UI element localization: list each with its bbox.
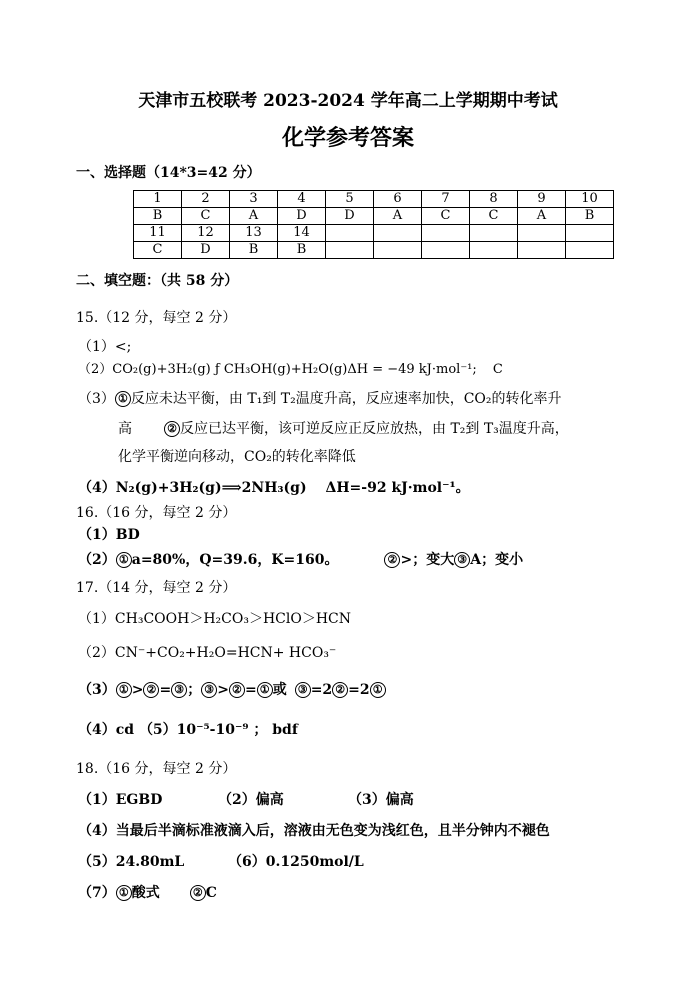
table-cell: B (134, 208, 182, 225)
q17-header: 17.（14 分，每空 2 分） (76, 580, 237, 596)
q15-a4-equation: N₂(g)+3H₂(g)⟹2NH₃(g) (115, 480, 307, 496)
table-cell: B (566, 208, 614, 225)
table-cell: 7 (422, 191, 470, 208)
q17-answer-4 (78, 719, 298, 739)
table-cell (326, 242, 374, 259)
table-cell: C (422, 208, 470, 225)
q18-answer-4: （4）当最后半滴标准液滴入后，溶液由无色变为浅红色，且半分钟内不褪色 (78, 823, 550, 839)
q17-a3-sep: = (159, 682, 172, 698)
q17-a3-sep: = (244, 682, 257, 698)
q18-answer-6: （6）0.1250mol/L (228, 854, 364, 870)
q17-answer-2 (78, 642, 336, 662)
circled-number: ① (370, 682, 386, 698)
q15-a2-equation: CO₂(g)+3H₂(g) ƒ CH₃OH(g)+H₂O(g)ΔH = −49 kJ·mol⁻¹; (112, 362, 477, 377)
q15-a2-answer: C (492, 362, 503, 377)
table-cell: 13 (230, 225, 278, 242)
q17-answer-1 (78, 608, 351, 628)
q17-a3-sep: ； (187, 682, 202, 698)
circled-number: ② (190, 885, 206, 901)
table-cell: A (518, 208, 566, 225)
table-cell: 10 (566, 191, 614, 208)
table-cell (374, 225, 422, 242)
q15-a3-text-1: 反应未达平衡，由 T₁到 T₂温度升高，反应速率加快，CO₂的转化率升 (130, 391, 562, 407)
q15-a4-enthalpy: ΔH=-92 kJ·mol⁻¹。 (325, 480, 470, 496)
q18-answer-3: （3）偏高 (348, 792, 414, 808)
q17-a3-sep: > (131, 682, 144, 698)
table-cell: D (278, 208, 326, 225)
circled-number: ③ (201, 682, 217, 698)
page-title: 天津市五校联考 2023-2024 学年高二上学期期中考试 (138, 91, 558, 111)
circled-number: ① (115, 391, 131, 407)
table-cell: C (134, 242, 182, 259)
table-cell (422, 225, 470, 242)
circled-number: ② (143, 682, 159, 698)
circled-number: ① (116, 552, 132, 568)
q16-a1-num: （1） (78, 527, 116, 543)
q18-header: 18.（16 分，每空 2 分） (76, 761, 237, 777)
circled-number: ③ (454, 552, 470, 568)
q15-a3-text-2a: 高 (118, 421, 132, 437)
table-cell (566, 225, 614, 242)
table-cell: 8 (470, 191, 518, 208)
q15-a2-num: （2） (78, 362, 113, 377)
section-1-heading: 一、选择题（14*3=42 分） (76, 165, 261, 181)
table-cell: 6 (374, 191, 422, 208)
q16-a2-num: （2） (78, 552, 116, 568)
table-cell: B (230, 242, 278, 259)
q17-a3-sep: > (217, 682, 229, 698)
table-cell: D (182, 242, 230, 259)
q17-a1-num: （1） (78, 611, 115, 627)
circled-number: ② (384, 552, 400, 568)
q16-a2-part-3: A；变小 (470, 552, 524, 568)
table-cell: 11 (134, 225, 182, 242)
circled-number: ② (164, 421, 180, 437)
q18-answer-1: （1）EGBD (78, 792, 163, 808)
page-subtitle: 化学参考答案 (281, 125, 414, 151)
table-cell (374, 242, 422, 259)
q17-a3-sep: 或 (272, 682, 287, 698)
q16-a2-part-1: a=80%，Q=39.6，K=160。 (131, 552, 339, 568)
table-cell: A (374, 208, 422, 225)
q17-a3-sep: =2 (310, 682, 333, 698)
table-cell (470, 242, 518, 259)
q15-a4-num: （4） (78, 480, 116, 496)
q18-answer-7 (78, 882, 217, 902)
q16-a1-text: BD (115, 527, 140, 543)
q15-a1-text: <; (114, 339, 132, 355)
table-cell: 3 (230, 191, 278, 208)
table-row (134, 242, 614, 259)
table-cell (326, 225, 374, 242)
circled-number: ① (116, 885, 132, 901)
q18-answer-2: （2）偏高 (218, 792, 284, 808)
circled-number: ② (332, 682, 348, 698)
table-cell: 4 (278, 191, 326, 208)
table-cell (422, 242, 470, 259)
table-cell: 1 (134, 191, 182, 208)
q18-a7-part-1: 酸式 (131, 885, 160, 901)
q15-a1-num: （1） (78, 339, 115, 355)
table-cell: C (470, 208, 518, 225)
table-cell: D (326, 208, 374, 225)
circled-number: ③ (171, 682, 187, 698)
q17-a3-num: （3） (78, 682, 116, 698)
circled-number: ② (229, 682, 245, 698)
q15-a3-text-2b: 反应已达平衡，该可逆反应正反应放热，由 T₂到 T₃温度升高， (180, 421, 569, 437)
q15-header: 15.（12 分，每空 2 分） (76, 310, 237, 326)
q17-a2-text: CN⁻+CO₂+H₂O=HCN+ HCO₃⁻ (114, 645, 337, 661)
q18-a7-num: （7） (78, 885, 116, 901)
table-cell (470, 225, 518, 242)
q15-a3-num: （3） (78, 391, 115, 407)
q15-answer-3-line-3: 化学平衡逆向移动，CO₂的转化率降低 (118, 449, 356, 465)
table-row (134, 225, 614, 242)
circled-number: ③ (295, 682, 311, 698)
table-cell: B (278, 242, 326, 259)
q15-answer-1 (78, 336, 131, 356)
table-cell: A (230, 208, 278, 225)
table-cell: 2 (182, 191, 230, 208)
table-cell: 9 (518, 191, 566, 208)
q18-a7-part-2: C (205, 885, 217, 901)
q17-answer-3 (78, 679, 386, 699)
table-cell: 5 (326, 191, 374, 208)
q15-answer-3-line-2 (118, 418, 569, 438)
table-cell (518, 242, 566, 259)
table-row (134, 191, 614, 208)
q17-a1-text: CH₃COOH＞H₂CO₃＞HClO＞HCN (114, 611, 352, 627)
q17-a3-sep: =2 (348, 682, 370, 698)
table-cell (566, 242, 614, 259)
q16-header: 16.（16 分，每空 2 分） (76, 505, 237, 521)
q16-answer-1 (78, 524, 140, 544)
table-cell: C (182, 208, 230, 225)
q17-a4-text: cd （5）10⁻⁵-10⁻⁹ ； bdf (115, 722, 298, 738)
q17-a2-num: （2） (78, 645, 115, 661)
circled-number: ① (116, 682, 132, 698)
q15-answer-3-line-1 (78, 388, 562, 408)
table-cell: 14 (278, 225, 326, 242)
q15-answer-2 (78, 358, 503, 377)
answer-table (133, 190, 614, 259)
q18-answer-5: （5）24.80mL (78, 854, 185, 870)
q16-answer-2 (78, 549, 523, 569)
table-row (134, 208, 614, 225)
table-cell: 12 (182, 225, 230, 242)
q15-answer-4 (78, 477, 470, 497)
q16-a2-part-2: >；变大 (400, 552, 455, 568)
circled-number: ① (257, 682, 273, 698)
q17-a4-num: （4） (78, 722, 116, 738)
section-2-heading: 二、填空题：（共 58 分） (76, 273, 239, 289)
table-cell (518, 225, 566, 242)
